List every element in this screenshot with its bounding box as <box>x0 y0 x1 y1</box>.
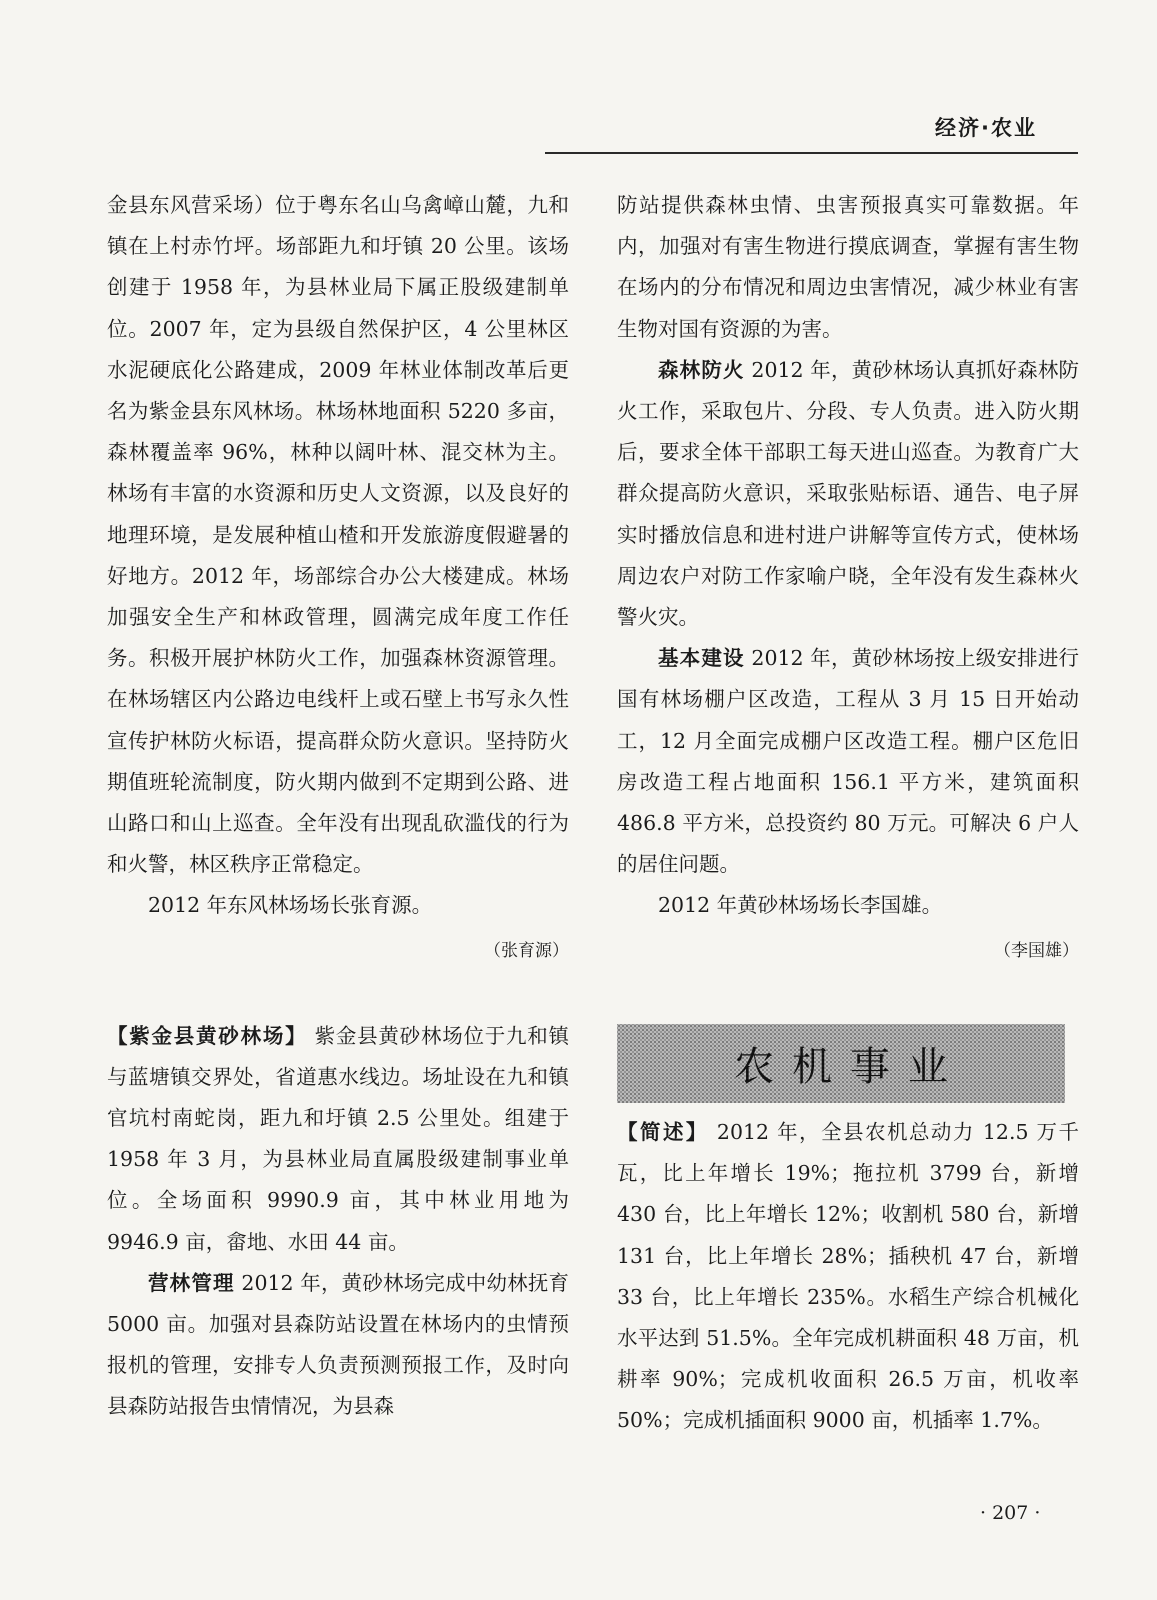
paragraph-text: 2012 年，黄砂林场按上级安排进行国有林场棚户区改造，工程从 3 月 15 日开始动工，12 月全面完成棚户区改造工程。棚户区危旧房改造工程占地面积 156.1 平方米，建筑面积 486.8 平方米，总投资约 80 万元。可解决 6 户人的居住问题。 <box>617 646 1080 877</box>
right-paragraph-3 <box>617 638 1079 885</box>
entry-text: 2012 年，全县农机总动力 12.5 万千瓦，比上年增长 19%；拖拉机 3799 台，新增 430 台，比上年增长 12%；收割机 580 台，新增 131 台，比上年增长 28%；插秧机 47 台，新增 33 台，比上年增长 235%。水稻生产综合机械化水平达到 51.5%。全年完成机耕面积 48 万亩，机耕率 90%；完成机收面积 26.5 万亩，机收率 50%；完成机插面积 9000 亩，机插率 1.7%。 <box>617 1120 1079 1433</box>
entry-text: 紫金县黄砂林场位于九和镇与蓝塘镇交界处，省道惠水线边。场址设在九和镇官坑村南蛇岗，距九和圩镇 2.5 公里处。组建于 1958 年 3 月，为县林业局直属股级建制事业单位。全场面积 9990.9 亩，其中林业用地为 9946.9 亩，畲地、水田 44 亩。 <box>107 1023 570 1254</box>
section-banner-title: 农机事业 <box>734 1044 966 1090</box>
section-banner <box>617 1024 1065 1103</box>
running-header: 经济·农业 <box>935 116 1037 140</box>
left-paragraph-2: 2012 年东风林场场长张育源。 <box>148 893 433 918</box>
entry-heading: 【简述】 <box>617 1120 709 1144</box>
paragraph-text: 2012 年，黄砂林场认真抓好森林防火工作，采取包片、分段、专人负责。进入防火期后，要求全体干部职工每天进山巡查。为教育广大群众提高防火意识，采取张贴标语、通告、电子屏实时播放信息和进村进户讲解等宣传方式，使林场周边农户对防工作家喻户晓，全年没有发生森林火警火灾。 <box>617 357 1080 630</box>
right-column-lower <box>617 1112 1079 1442</box>
summary-paragraph <box>617 1112 1079 1442</box>
right-column <box>617 185 1079 969</box>
entry-heading: 【紫金县黄砂林场】 <box>107 1023 308 1048</box>
right-paragraph-2 <box>617 350 1079 638</box>
page-number: · 207 · <box>980 1502 1041 1524</box>
header-rule <box>545 152 1078 154</box>
left-paragraph-1: 金县东风营采场）位于粤东名山乌禽嶂山麓，九和镇在上村赤竹坪。场部距九和圩镇 20 公里。该场创建于 1958 年，为县林业局下属正股级建制单位。2007 年，定为县级自然保护区，4 公里林区水泥硬底化公路建成，2009 年林业体制改革后更名为紫金县东风林场。林场林地面积 5220 多亩，森林覆盖率 96%，林种以阔叶林、混交林为主。林场有丰富的水资源和历史人文资源，以及良好的地理环境，是发展种植山楂和开发旅游度假避暑的好地方。2012 年，场部综合办公大楼建成。林场加强安全生产和林政管理，圆满完成年度工作任务。积极开展护林防火工作，加强森林资源管理。在林场辖区内公路边电线杆上或石壁上书写永久性宣传护林防火标语，提高群众防火意识。坚持防火期值班轮流制度，防火期内做到不定期到公路、进山路口和山上巡查。全年没有出现乱砍滥伐的行为和火警，林区秩序正常稳定。 <box>107 193 569 877</box>
subheading: 森林防火 <box>658 357 745 382</box>
subheading: 营林管理 <box>148 1270 235 1295</box>
left-paragraph-4 <box>107 1263 569 1428</box>
entry-paragraph <box>107 1016 569 1263</box>
section-gap <box>107 969 569 1016</box>
author-credit: （李国雄） <box>994 940 1079 961</box>
author-credit: （张育源） <box>484 940 569 961</box>
right-paragraph-1: 防站提供森林虫情、虫害预报真实可靠数据。年内，加强对有害生物进行摸底调查，掌握有害生物在场内的分布情况和周边虫害情况，减少林业有害生物对国有资源的为害。 <box>617 193 1079 341</box>
subheading: 基本建设 <box>658 646 745 671</box>
right-paragraph-4: 2012 年黄砂林场场长李国雄。 <box>658 893 943 918</box>
paragraph-text: 2012 年，黄砂林场完成中幼林抚育 5000 亩。加强对县森防站设置在林场内的虫情预报机的管理，安排专人负责预测预报工作，及时向县森防站报告虫情情况，为县森 <box>107 1270 570 1419</box>
left-column <box>107 185 569 1428</box>
